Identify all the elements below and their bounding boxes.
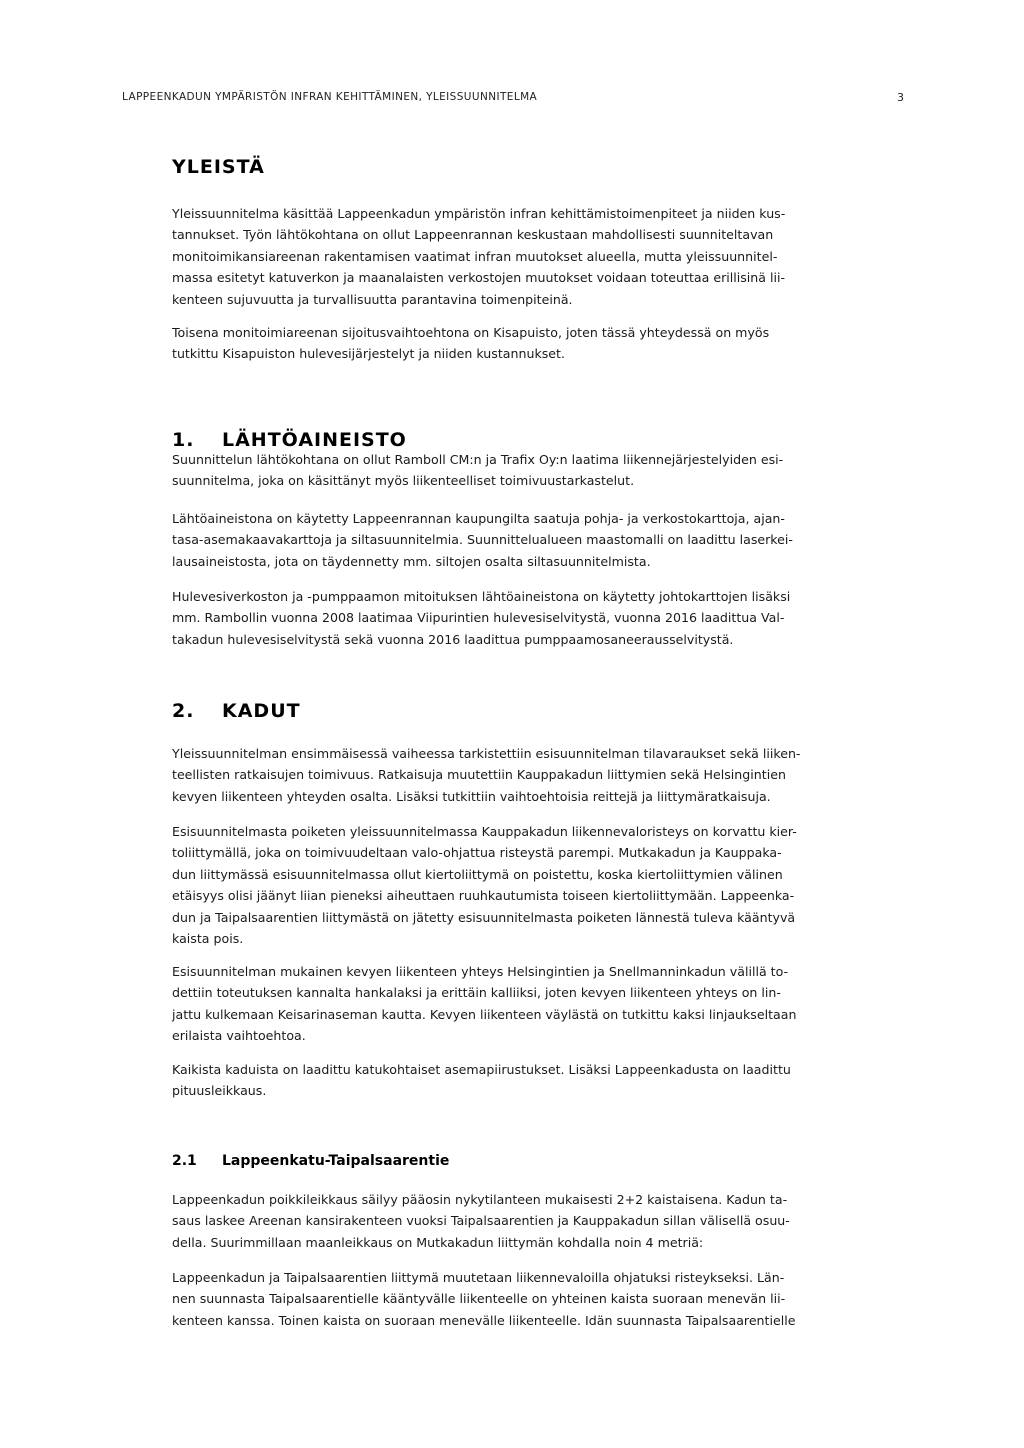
- text-line: kaista pois.: [172, 931, 244, 947]
- text-line: tannukset. Työn lähtökohtana on ollut Lappeenrannan keskustaan mahdollisesti suunniteltavan: [172, 227, 774, 243]
- text-line: della. Suurimmillaan maanleikkaus on Mutkakadun liittymän kohdalla noin 4 metriä:: [172, 1234, 704, 1250]
- text-line: toliittymällä, joka on toimivuudeltaan valo-ohjattua risteystä parempi. Mutkakadun ja Kauppaka-: [172, 845, 782, 861]
- text-line: etäisyys olisi jäänyt liian pieneksi aiheuttaen ruuhkautumista toiseen kiertoliittymään. Lappeenka-: [172, 888, 795, 904]
- text-line: Yleissuunnitelma käsittää Lappeenkadun ympäristön infran kehittämistoimenpiteet ja niiden kus-: [172, 206, 786, 221]
- text-line: Lähtöaineistona on käytetty Lappeenrannan kaupungilta saatuja pohja- ja verkostokarttoja, ajan-: [172, 511, 785, 526]
- text-line: Toisena monitoimiareenan sijoitusvaihtoehtona on Kisapuisto, joten tässä yhteydessä on myös: [172, 325, 770, 340]
- text-line: jattu kulkemaan Keisarinaseman kautta. Kevyen liikenteen väylästä on tutkittu kaksi linjaukseltaan: [172, 1006, 797, 1022]
- heading-kadut: [172, 700, 301, 722]
- paragraph-lahtoaineisto-1: [172, 449, 905, 492]
- heading-kadut-title: KADUT: [222, 700, 301, 722]
- text-line: monitoimikansiareenan rakentamisen vaatimat infran muutokset alueella, mutta yleissuunnitel-: [172, 248, 778, 264]
- heading-yleista-title: YLEISTÄ: [172, 156, 265, 178]
- text-line: saus laskee Areenan kansirakenteen vuoksi Taipalsaarentien ja Kauppakadun sillan välisellä osuu-: [172, 1213, 790, 1229]
- text-line: dun liittymässä esisuunnitelmassa ollut kiertoliittymä on poistettu, koska kiertoliittymien välinen: [172, 866, 783, 882]
- page-number: 3: [897, 91, 904, 104]
- heading-kadut-number: 2.: [172, 700, 195, 722]
- text-line: Lappeenkadun poikkileikkaus säilyy pääosin nykytilanteen mukaisesti 2+2 kaistaisena. Kadun ta-: [172, 1192, 788, 1207]
- text-line: nen suunnasta Taipalsaarentielle kääntyvälle liikenteelle on yhteinen kaista suoraan menevän lii-: [172, 1291, 786, 1307]
- paragraph-lappeenkatu-2: [172, 1267, 905, 1331]
- heading-lappeenkatu-title: Lappeenkatu-Taipalsaarentie: [222, 1153, 450, 1169]
- text-line: dettiin toteutuksen kannalta hankalaksi ja erittäin kalliiksi, joten kevyen liikenteen yhteys on lin-: [172, 985, 781, 1001]
- text-line: Kaikista kaduista on laadittu katukohtaiset asemapiirustukset. Lisäksi Lappeenkadusta on laadittu: [172, 1062, 791, 1077]
- heading-lahtoaineisto-title: LÄHTÖAINEISTO: [222, 429, 407, 451]
- text-line: kevyen liikenteen yhteyden osalta. Lisäksi tutkittiin vaihtoehtoisia reittejä ja liittymäratkaisuja.: [172, 788, 771, 804]
- paragraph-yleista-1: [172, 203, 905, 310]
- text-line: pituusleikkaus.: [172, 1083, 267, 1099]
- text-line: Esisuunnitelman mukainen kevyen liikenteen yhteys Helsingintien ja Snellmanninkadun välillä to-: [172, 964, 789, 979]
- paragraph-kadut-4: [172, 1059, 905, 1102]
- paragraph-kadut-3: [172, 961, 905, 1047]
- text-line: erilaista vaihtoehtoa.: [172, 1028, 306, 1044]
- paragraph-lahtoaineisto-3: [172, 586, 905, 650]
- text-line: Hulevesiverkoston ja -pumppaamon mitoituksen lähtöaineistona on käytetty johtokarttojen lisäksi: [172, 589, 791, 604]
- text-line: Lappeenkadun ja Taipalsaarentien liittymä muutetaan liikennevaloilla ohjatuksi risteykseksi. Län-: [172, 1270, 785, 1285]
- text-line: massa esitetyt katuverkon ja maanalaisten verkostojen muutokset voidaan toteuttaa erillisinä lii-: [172, 270, 786, 286]
- text-line: suunnitelma, joka on käsittänyt myös liikenteelliset toimivuustarkastelut.: [172, 473, 635, 489]
- text-line: Yleissuunnitelman ensimmäisessä vaiheessa tarkistettiin esisuunnitelman tilavaraukset sekä liiken-: [172, 746, 801, 761]
- text-line: tasa-asemakaavakarttoja ja siltasuunnitelmia. Suunnittelualueen maastomalli on laadittu laserkei-: [172, 532, 793, 548]
- text-line: takadun hulevesiselvitystä sekä vuonna 2016 laadittua pumppaamosaneerausselvitystä.: [172, 631, 734, 647]
- paragraph-kadut-1: [172, 743, 905, 807]
- paragraph-yleista-2: [172, 322, 905, 365]
- heading-lappeenkatu-number: 2.1: [172, 1153, 197, 1169]
- paragraph-kadut-2: [172, 821, 905, 949]
- text-line: teellisten ratkaisujen toimivuus. Ratkaisuja muutettiin Kauppakadun liittymien sekä Helsingintien: [172, 767, 786, 783]
- text-line: Suunnittelun lähtökohtana on ollut Ramboll CM:n ja Trafix Oy:n laatima liikennejärjestelyiden esi-: [172, 452, 784, 467]
- text-line: tutkittu Kisapuiston hulevesijärjestelyt ja niiden kustannukset.: [172, 346, 565, 362]
- paragraph-lahtoaineisto-2: [172, 508, 905, 572]
- text-line: dun ja Taipalsaarentien liittymästä on jätetty esisuunnitelmasta poiketen lännestä tuleva kääntyvä: [172, 909, 796, 925]
- heading-lahtoaineisto: [172, 429, 407, 451]
- text-line: Esisuunnitelmasta poiketen yleissuunnitelmassa Kauppakadun liikennevaloristeys on korvattu kier-: [172, 824, 797, 839]
- running-header: LAPPEENKADUN YMPÄRISTÖN INFRAN KEHITTÄMINEN, YLEISSUUNNITELMA: [122, 91, 538, 103]
- heading-yleista: [172, 156, 265, 178]
- paragraph-lappeenkatu-1: [172, 1189, 905, 1253]
- text-line: kenteen sujuvuutta ja turvallisuutta parantavina toimenpiteinä.: [172, 291, 573, 307]
- text-line: lausaineistosta, jota on täydennetty mm. siltojen osalta siltasuunnitelmista.: [172, 553, 651, 569]
- text-line: kenteen kanssa. Toinen kaista on suoraan menevälle liikenteelle. Idän suunnasta Taipalsaarentielle: [172, 1312, 796, 1328]
- heading-lappeenkatu: [172, 1153, 449, 1169]
- heading-lahtoaineisto-number: 1.: [172, 429, 195, 451]
- text-line: mm. Rambollin vuonna 2008 laatimaa Viipurintien hulevesiselvitystä, vuonna 2016 laadittua Val-: [172, 610, 785, 626]
